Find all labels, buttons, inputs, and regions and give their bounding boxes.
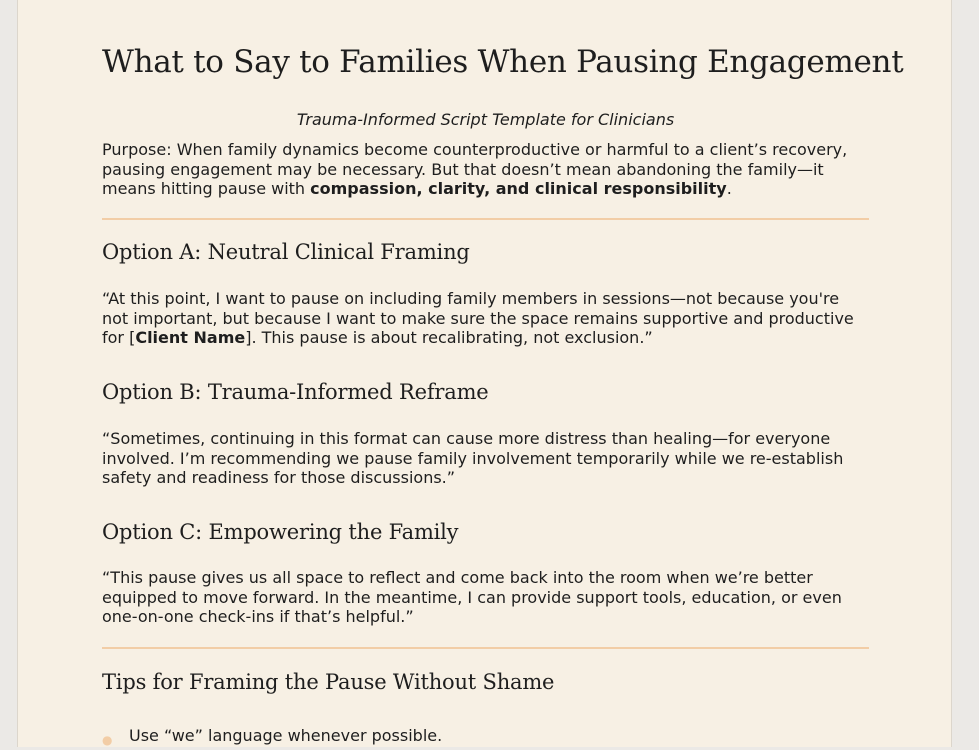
bullet-icon: ● xyxy=(102,733,113,747)
client-name-placeholder: Client Name xyxy=(135,328,246,348)
option-a-quote xyxy=(102,289,869,348)
option-a-heading: Option A: Neutral Clinical Framing xyxy=(102,240,470,264)
tips-heading: Tips for Framing the Pause Without Shame xyxy=(102,670,555,694)
purpose-text: Purpose: When family dynamics become counterproductive or harmful to a client’s recovery, pausing engagement may be necessary. But that doesn’t mean abandoning the family—it means hitting pause with xyxy=(102,140,848,199)
option-c-quote: “This pause gives us all space to reflect and come back into the room when we’re better equipped to move forward. In the meantime, I can provide support tools, education, or even one-on-one check-ins if that’s helpful.” xyxy=(102,568,842,627)
option-a-quote-text-end: ]. This pause is about recalibrating, not exclusion.” xyxy=(245,328,653,348)
tip-text: Use “we” language whenever possible. xyxy=(129,726,443,745)
option-b-heading: Option B: Trauma-Informed Reframe xyxy=(102,380,489,404)
section-divider xyxy=(102,218,869,220)
tips-list xyxy=(102,726,442,746)
option-b-quote: “Sometimes, continuing in this format can cause more distress than healing—for everyone involved. I’m recommending we pause family involvement temporarily while we re-establish safety and readiness for those discussions.” xyxy=(102,429,844,488)
option-a-quote-text: “At this point, I want to pause on including family members in sessions—not because you're not important, but because I want to make sure the space remains supportive and productive for [ xyxy=(102,289,854,348)
option-c-heading: Option C: Empowering the Family xyxy=(102,520,459,544)
page-title: What to Say to Families When Pausing Engagement xyxy=(102,44,904,80)
section-divider xyxy=(102,647,869,649)
purpose-bold-text: compassion, clarity, and clinical responsibility xyxy=(310,179,727,199)
list-item xyxy=(102,726,442,746)
purpose-text-end: . xyxy=(726,179,732,199)
purpose-paragraph xyxy=(102,140,869,199)
document-page xyxy=(17,0,952,747)
page-subtitle: Trauma-Informed Script Template for Clinicians xyxy=(296,110,675,129)
